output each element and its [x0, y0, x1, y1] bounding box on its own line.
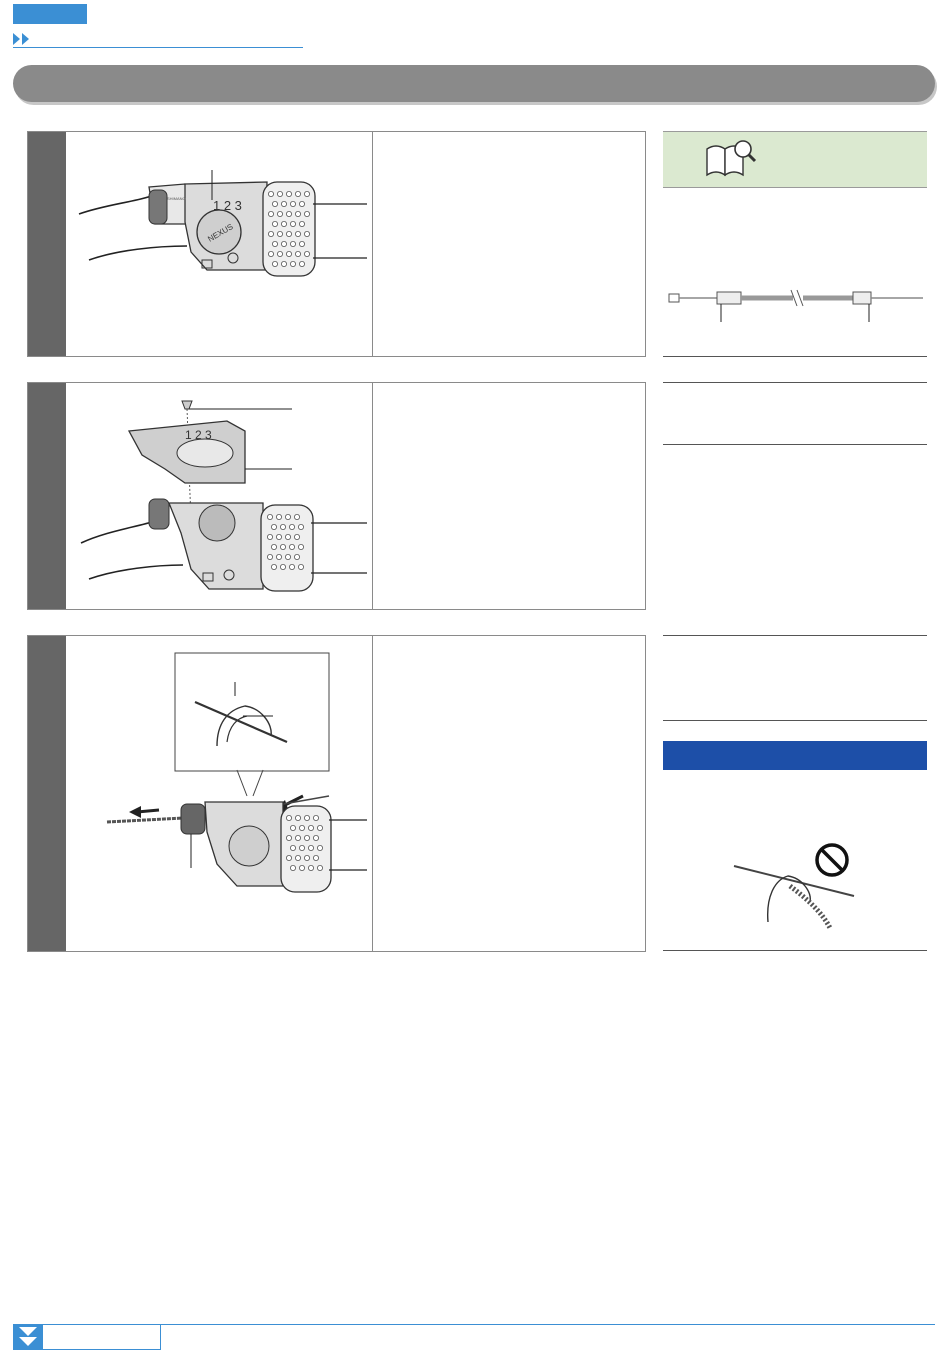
- book-magnifier-icon: [705, 139, 757, 179]
- step-number-3: [28, 636, 66, 951]
- section-divider: [663, 444, 927, 445]
- section-badge: [13, 4, 87, 24]
- step-2: [27, 382, 646, 610]
- page-title-bar: [13, 65, 935, 102]
- step-number-1: [28, 132, 66, 356]
- arrow-down-icon[interactable]: [13, 1324, 43, 1350]
- svg-text:NEXUS: NEXUS: [206, 222, 235, 244]
- prohibited-icon: [817, 845, 847, 875]
- step-1: [27, 131, 646, 357]
- section-divider: [663, 382, 927, 383]
- shifter-illustration-1: [67, 132, 372, 356]
- shifter-illustration-2: [67, 383, 372, 609]
- step-number-2: [28, 383, 66, 609]
- svg-text:SHIMANO: SHIMANO: [167, 196, 186, 201]
- step-divider: [372, 636, 373, 951]
- reference-box: [663, 131, 927, 188]
- section-divider: [663, 950, 927, 951]
- section-divider: [663, 356, 927, 357]
- detail-inset: [175, 653, 329, 771]
- svg-text:1 2 3: 1 2 3: [213, 198, 242, 213]
- shifter-illustration-3: [67, 636, 372, 951]
- double-chevron-icon[interactable]: [13, 32, 33, 46]
- section-divider: [663, 720, 927, 721]
- step-divider: [372, 383, 373, 609]
- svg-text:1 2 3: 1 2 3: [185, 428, 212, 442]
- step-3: [27, 635, 646, 952]
- warning-header: [663, 741, 927, 770]
- section-divider: [663, 635, 927, 636]
- incorrect-routing-illustration: [730, 842, 860, 934]
- step-divider: [372, 132, 373, 356]
- breadcrumb-underline: [13, 47, 303, 48]
- inner-cable-illustration: [663, 282, 927, 324]
- arrow-left-icon: [129, 806, 159, 818]
